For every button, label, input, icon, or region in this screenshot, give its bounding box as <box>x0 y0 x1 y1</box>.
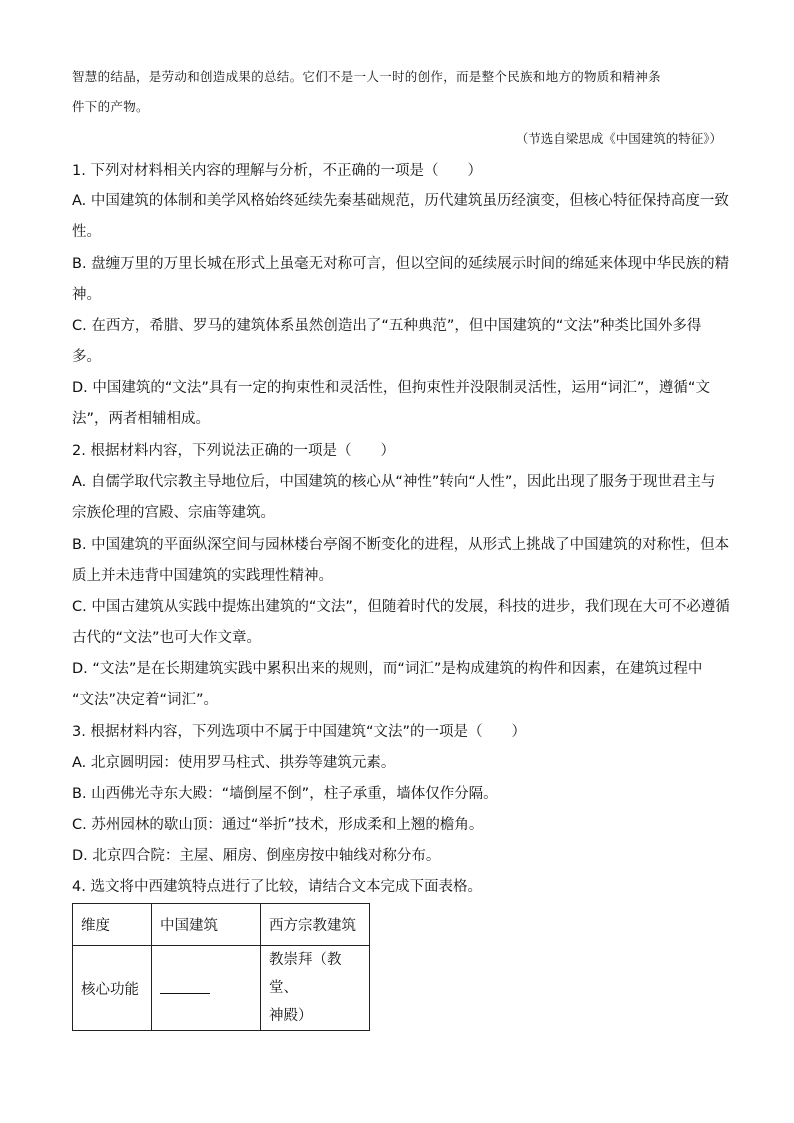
q2-option-d: D. “文法”是在长期建筑实践中累积出来的规则，而“词汇”是构成建筑的构件和因素，在建筑过程中 <box>72 661 703 677</box>
source-citation: （节选自梁思成《中国建筑的特征》） <box>515 131 722 146</box>
q1-option-b-cont: 神。 <box>72 287 101 303</box>
q3-option-b: B. 山西佛光寺东大殿：“墙倒屋不倒”，柱子承重，墙体仅作分隔。 <box>72 786 498 802</box>
q3-option-c: C. 苏州园林的歇山顶：通过“举折”技术，形成柔和上翘的檐角。 <box>72 817 484 833</box>
q4-stem: 4. 选文将中西建筑特点进行了比较，请结合文本完成下面表格。 <box>72 879 482 895</box>
q2-stem: 2. 根据材料内容，下列说法正确的一项是（ ） <box>72 443 395 459</box>
table-header-row <box>73 904 370 946</box>
q2-option-d-cont: “文法”决定着“词汇”。 <box>72 692 219 708</box>
q3-stem: 3. 根据材料内容，下列选项中不属于中国建筑“文法”的一项是（ ） <box>72 724 526 740</box>
table-row <box>73 946 370 1031</box>
q3-option-d: D. 北京四合院：主屋、厢房、倒座房按中轴线对称分布。 <box>72 848 441 864</box>
q1-option-d: D. 中国建筑的“文法”具有一定的拘束性和灵活性，但拘束性并没限制灵活性，运用“词汇”，遵循“文 <box>72 380 710 396</box>
q2-option-a-cont: 宗族伦理的宫殿、宗庙等建筑。 <box>72 505 275 521</box>
q2-option-a: A. 自儒学取代宗教主导地位后，中国建筑的核心从“神性”转向“人性”，因此出现了服务于现世君主与 <box>72 474 716 490</box>
table-cell-label: 核心功能 <box>73 946 152 1031</box>
intro-line-1: 智慧的结晶，是劳动和创造成果的总结。它们不是一人一时的创作，而是整个民族和地方的物质和精神条 <box>72 69 661 84</box>
table-cell-west <box>261 946 370 1031</box>
q1-option-b: B. 盘缠万里的万里长城在形式上虽毫无对称可言，但以空间的延续展示时间的绵延来体现中华民族的精 <box>72 256 730 272</box>
comparison-table <box>72 903 370 1031</box>
q2-option-c-cont: 古代的“文法”也可大作文章。 <box>72 630 262 646</box>
table-header-cell: 西方宗教建筑 <box>261 904 370 946</box>
q1-option-a-cont: 性。 <box>72 224 101 240</box>
table-cell-text: 教崇拜（教堂、 <box>269 952 342 996</box>
q1-option-a: A. 中国建筑的体制和美学风格始终延续先秦基础规范，历代建筑虽历经演变，但核心特征保持高度一致 <box>72 193 729 209</box>
q1-option-d-cont: 法”，两者相辅相成。 <box>72 411 211 427</box>
table-cell-text: 神殿） <box>269 1008 313 1024</box>
q2-option-c: C. 中国古建筑从实践中提炼出建筑的“文法”，但随着时代的发展，科技的进步，我们现在大可不必遵循 <box>72 599 730 615</box>
q3-option-a: A. 北京圆明园：使用罗马柱式、拱券等建筑元素。 <box>72 755 396 771</box>
answer-blank[interactable] <box>160 979 210 994</box>
table-header-cell: 中国建筑 <box>152 904 261 946</box>
q2-option-b: B. 中国建筑的平面纵深空间与园林楼台亭阁不断变化的进程，从形式上挑战了中国建筑的对称性，但本 <box>72 537 730 553</box>
q1-option-c-cont: 多。 <box>72 349 101 365</box>
answer-blank-cell <box>152 946 261 1031</box>
q2-option-b-cont: 质上并未违背中国建筑的实践理性精神。 <box>72 568 333 584</box>
table-header-cell: 维度 <box>73 904 152 946</box>
q1-option-c: C. 在西方，希腊、罗马的建筑体系虽然创造出了“五种典范”，但中国建筑的“文法”种类比国外多得 <box>72 318 702 334</box>
q1-stem: 1. 下列对材料相关内容的理解与分析，不正确的一项是（ ） <box>72 163 482 179</box>
intro-line-2: 件下的产物。 <box>72 99 149 114</box>
